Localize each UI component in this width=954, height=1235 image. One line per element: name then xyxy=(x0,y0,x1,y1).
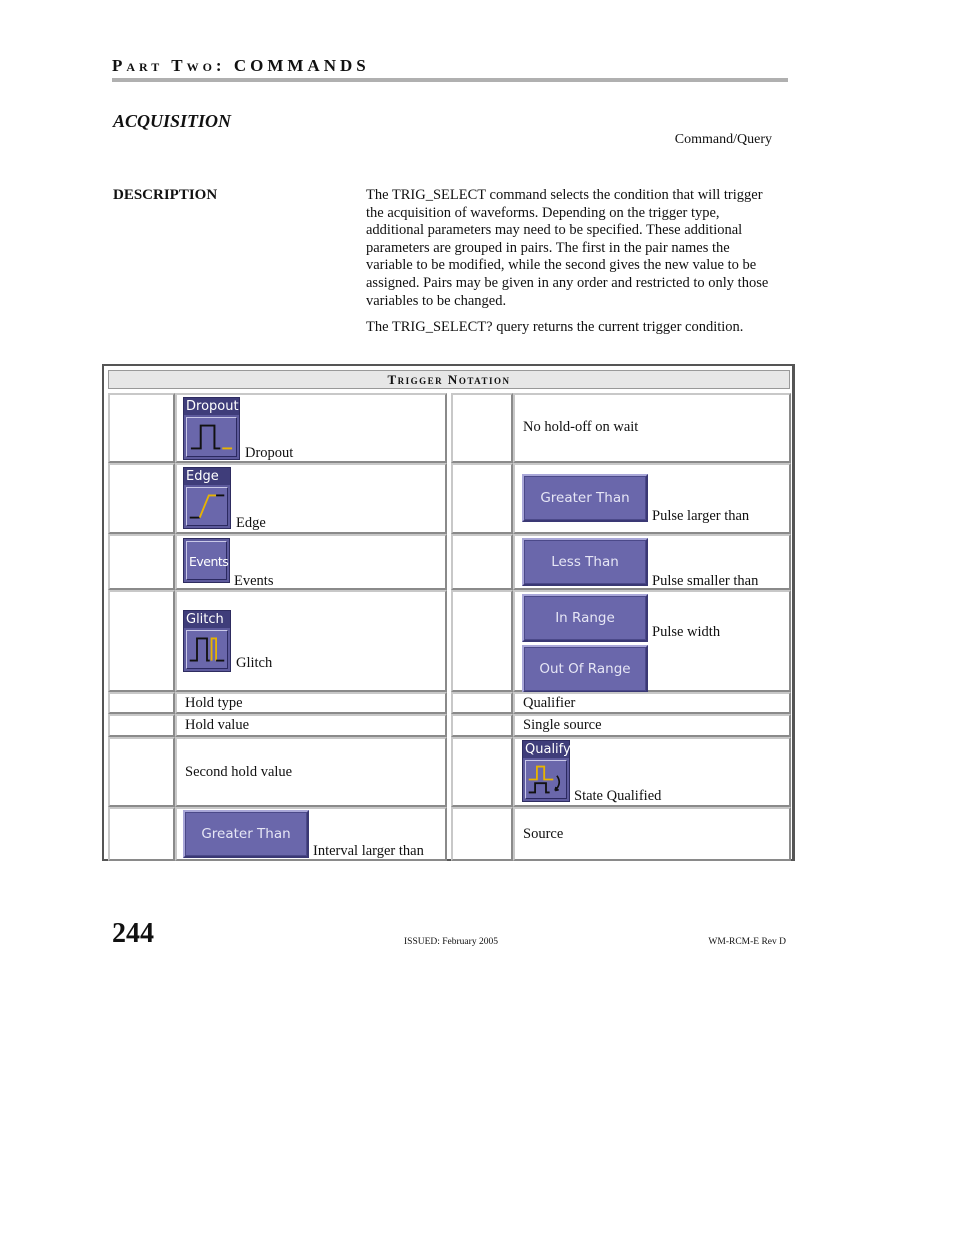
issued-date: ISSUED: February 2005 xyxy=(404,937,498,947)
qualifier-label: Qualifier xyxy=(523,695,576,711)
qualify-waveform-icon xyxy=(526,761,566,798)
trigger-notation-table xyxy=(102,364,795,861)
interval-larger-label: Interval larger than xyxy=(313,843,424,859)
table-row-5-value-left xyxy=(175,692,447,714)
table-row-2-value-left xyxy=(175,463,447,534)
header-rule xyxy=(112,78,788,82)
table-row-7-value-right xyxy=(513,737,791,807)
table-row-3-key-left xyxy=(108,534,175,590)
no-holdoff-label: No hold-off on wait xyxy=(523,419,639,435)
table-row-3-value-left xyxy=(175,534,447,590)
table-row-6-value-left xyxy=(175,714,447,737)
events-icon: Events xyxy=(183,538,230,583)
command-type: Command/Query xyxy=(674,132,772,147)
table-row-7-value-left xyxy=(175,737,447,807)
table-row-6-key-left xyxy=(108,714,175,737)
table-title: Trigger Notation xyxy=(108,370,790,389)
table-row-2-key-right xyxy=(451,463,513,534)
table-row-4-key-right xyxy=(451,590,513,692)
qualify-icon: Qualify xyxy=(522,740,570,802)
single-source-label: Single source xyxy=(523,717,602,733)
table-row-1-key-right xyxy=(451,393,513,463)
state-qualified-label: State Qualified xyxy=(574,788,662,804)
source-label: Source xyxy=(523,826,564,842)
hold-value-label: Hold value xyxy=(185,717,250,733)
table-row-8-value-left xyxy=(175,807,447,861)
table-row-4-value-right xyxy=(513,590,791,692)
table-row-4-value-left xyxy=(175,590,447,692)
table-row-8-key-right xyxy=(451,807,513,861)
table-row-1-value-left xyxy=(175,393,447,463)
pulse-width-label: Pulse width xyxy=(652,624,721,640)
events-label: Events xyxy=(234,573,274,589)
table-row-2-key-left xyxy=(108,463,175,534)
out-of-range-button[interactable]: Out Of Range xyxy=(522,645,648,693)
description-text xyxy=(366,187,774,346)
table-row-7-key-right xyxy=(451,737,513,807)
header-title: Part Two: COMMANDS xyxy=(112,56,370,75)
interval-greater-than-button[interactable]: Greater Than xyxy=(183,810,309,858)
glitch-waveform-icon xyxy=(187,631,227,668)
table-row-8-value-right xyxy=(513,807,791,861)
table-row-6-key-right xyxy=(451,714,513,737)
edge-label: Edge xyxy=(236,515,266,531)
table-row-6-value-right xyxy=(513,714,791,737)
dropout-label: Dropout xyxy=(245,445,294,461)
description-label: DESCRIPTION xyxy=(113,187,218,203)
hold-type-label: Hold type xyxy=(185,695,243,711)
pulse-larger-label: Pulse larger than xyxy=(652,508,750,524)
document-revision: WM-RCM-E Rev D xyxy=(708,937,786,947)
table-row-3-value-right xyxy=(513,534,791,590)
dropout-icon: Dropout xyxy=(183,397,240,460)
table-row-1-value-right xyxy=(513,393,791,463)
table-row-5-key-left xyxy=(108,692,175,714)
table-row-7-key-left xyxy=(108,737,175,807)
second-hold-value-label: Second hold value xyxy=(185,764,293,780)
table-row-2-value-right xyxy=(513,463,791,534)
page-number: 244 xyxy=(112,918,154,949)
edge-waveform-icon xyxy=(187,488,227,525)
glitch-icon: Glitch xyxy=(183,610,231,672)
description-paragraph-1: The TRIG_SELECT command selects the condition that will trigger the acquisition of waveforms. Depending on the trigger type, additional parameters may need to be specified. These additional parameters are grouped in pairs. The first in the pair names the variable to be modified, while the second gives the new value to be assigned. Pairs may be given in any order and restricted to only those variables to be changed. xyxy=(366,187,769,309)
dropout-waveform-icon xyxy=(187,418,236,456)
greater-than-button[interactable]: Greater Than xyxy=(522,474,648,522)
edge-icon: Edge xyxy=(183,467,231,529)
description-paragraph-2: The TRIG_SELECT? query returns the current trigger condition. xyxy=(366,319,744,336)
table-row-1-key-left xyxy=(108,393,175,463)
table-row-5-value-right xyxy=(513,692,791,714)
pulse-smaller-label: Pulse smaller than xyxy=(652,573,759,589)
less-than-button[interactable]: Less Than xyxy=(522,538,648,586)
table-row-8-key-left xyxy=(108,807,175,861)
table-row-5-key-right xyxy=(451,692,513,714)
in-range-button[interactable]: In Range xyxy=(522,594,648,642)
table-row-4-key-left xyxy=(108,590,175,692)
table-row-3-key-right xyxy=(451,534,513,590)
glitch-label: Glitch xyxy=(236,655,273,671)
section-title: ACQUISITION xyxy=(113,111,232,131)
